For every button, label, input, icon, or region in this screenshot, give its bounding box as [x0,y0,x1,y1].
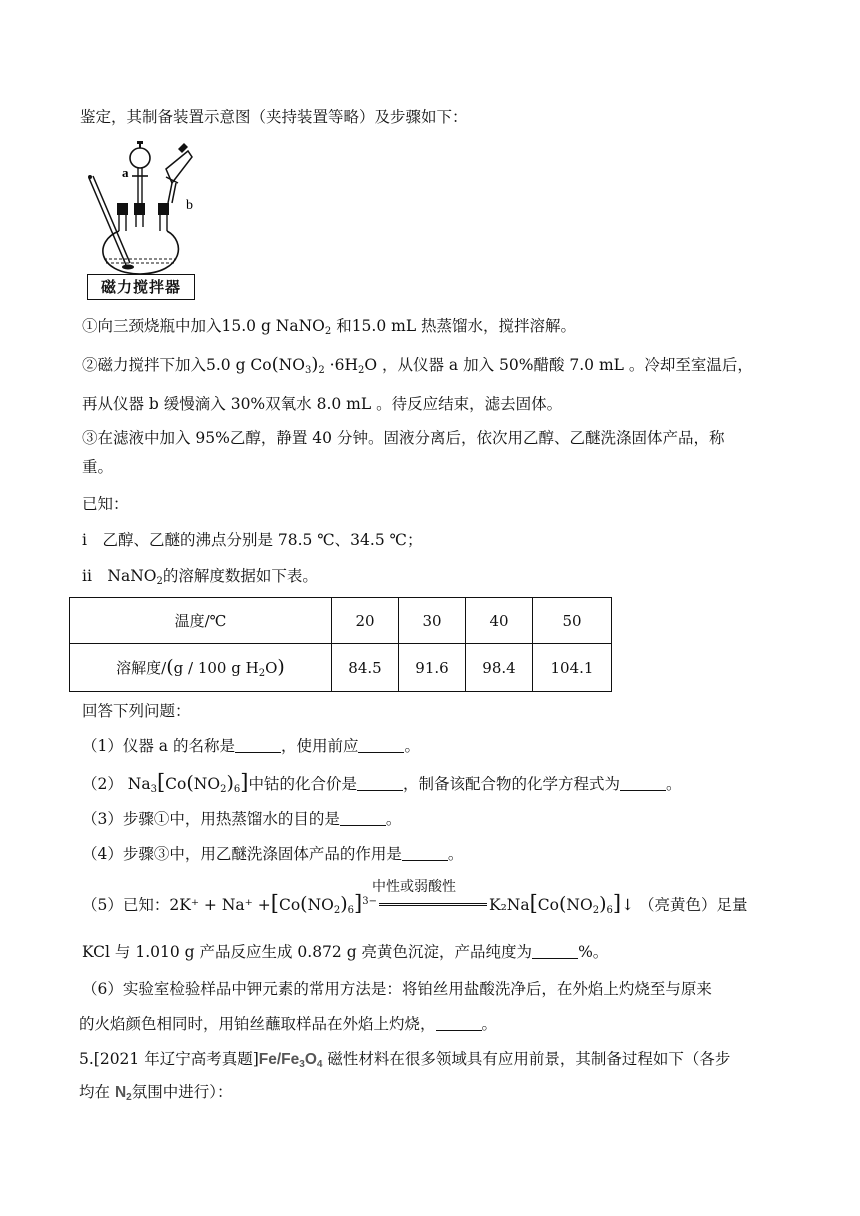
known-ii: ii NaNO$_2$的溶解度数据如下表。 [82,567,318,587]
equation-left: 2K⁺ + Na⁺ + [169,896,271,914]
known-i: i 乙醇、乙醚的沸点分别是 78.5 ℃、34.5 ℃； [82,531,423,549]
table-cell: 84.5 [332,644,399,692]
label-b: b [186,198,193,213]
next-problem-cont: 均在 $N_2$氛围中进行）： [79,1083,233,1103]
answer-blank[interactable] [532,942,578,959]
question-1: （1）仪器 a 的名称是 ，使用前应 。 [82,737,420,755]
solubility-table [69,597,612,692]
step-1: ①向三颈烧瓶中加入15.0 g NaNO$_2$ 和15.0 mL 热蒸馏水，搅拌溶解。 [82,317,577,337]
question-6-cont: 的火焰颜色相同时，用铂丝蘸取样品在外焰上灼烧， 。 [79,1015,498,1033]
question-4: （4）步骤③中，用乙醚洗涤固体产品的作用是 。 [82,845,464,863]
step-3-cont: 重。 [82,458,114,476]
answer-blank[interactable] [235,736,281,753]
question-5: （5）已知：$2K^+ + Na^+ +[Co(NO_2)_6]^{3-}$ $K_2Na[Co(NO_2)_6]↓$ （亮黄色）足量 [82,891,748,916]
table-cell: 40 [466,598,533,644]
step-3: ③在滤液中加入 95%乙醇，静置 40 分钟。固液分离后，依次用乙醇、乙醚洗涤固体产品，称 [82,429,725,447]
answer-blank[interactable] [620,774,666,791]
step-2: ②磁力搅拌下加入5.0 g $Co(NO_3)_2 \cdot 6H_2O$ ，从仪器 a 加入 50%醋酸 7.0 mL 。冷却至室温后， [82,354,753,376]
intro-text: 鉴定，其制备装置示意图（夹持装置等略）及步骤如下： [80,108,468,126]
question-5-cont: KCl 与 1.010 g 产品反应生成 0.872 g 亮黄色沉淀，产品纯度为 %。 [82,943,609,961]
table-row [70,644,612,692]
table-cell: 20 [332,598,399,644]
table-row [70,598,612,644]
question-6: （6）实验室检验样品中钾元素的常用方法是：将铂丝用盐酸洗净后，在外焰上灼烧至与原来 [82,980,712,998]
label-a: a [122,165,129,180]
table-cell: 98.4 [466,644,533,692]
answer-blank[interactable] [340,809,386,826]
next-problem: 5.[2021 年辽宁高考真题]$Fe/Fe_3O_4$ 磁性材料在很多领域具有应用前景，其制备过程如下（各步 [79,1050,731,1070]
known-title: 已知： [82,495,129,513]
question-2: （2） $Na_3[Co(NO_2)_6]$中钴的化合价是 ，制备该配合物的化学方程式为 。 [82,770,682,795]
answer-blank[interactable] [402,844,448,861]
table-cell: 91.6 [399,644,466,692]
reaction-condition: 中性或弱酸性 [372,879,456,895]
table-cell: 30 [399,598,466,644]
header-temp-label: 温度/℃ [70,598,332,644]
question-3: （3）步骤①中，用热蒸馏水的目的是 。 [82,810,402,828]
step-2-cont: 再从仪器 b 缓慢滴入 30%双氧水 8.0 mL 。待反应结束，滤去固体。 [82,395,563,413]
table-cell: 104.1 [533,644,612,692]
questions-prompt: 回答下列问题： [82,702,191,720]
reaction-arrow [379,903,487,906]
answer-blank[interactable] [436,1014,482,1031]
table-cell: 50 [533,598,612,644]
answer-blank[interactable] [358,736,404,753]
three-neck-flask-diagram [82,141,198,276]
stirrer-caption: 磁力搅拌器 [87,274,195,300]
header-solubility-label: 溶解度/(g / 100 g $H_2O$) [70,644,332,692]
answer-blank[interactable] [357,774,403,791]
